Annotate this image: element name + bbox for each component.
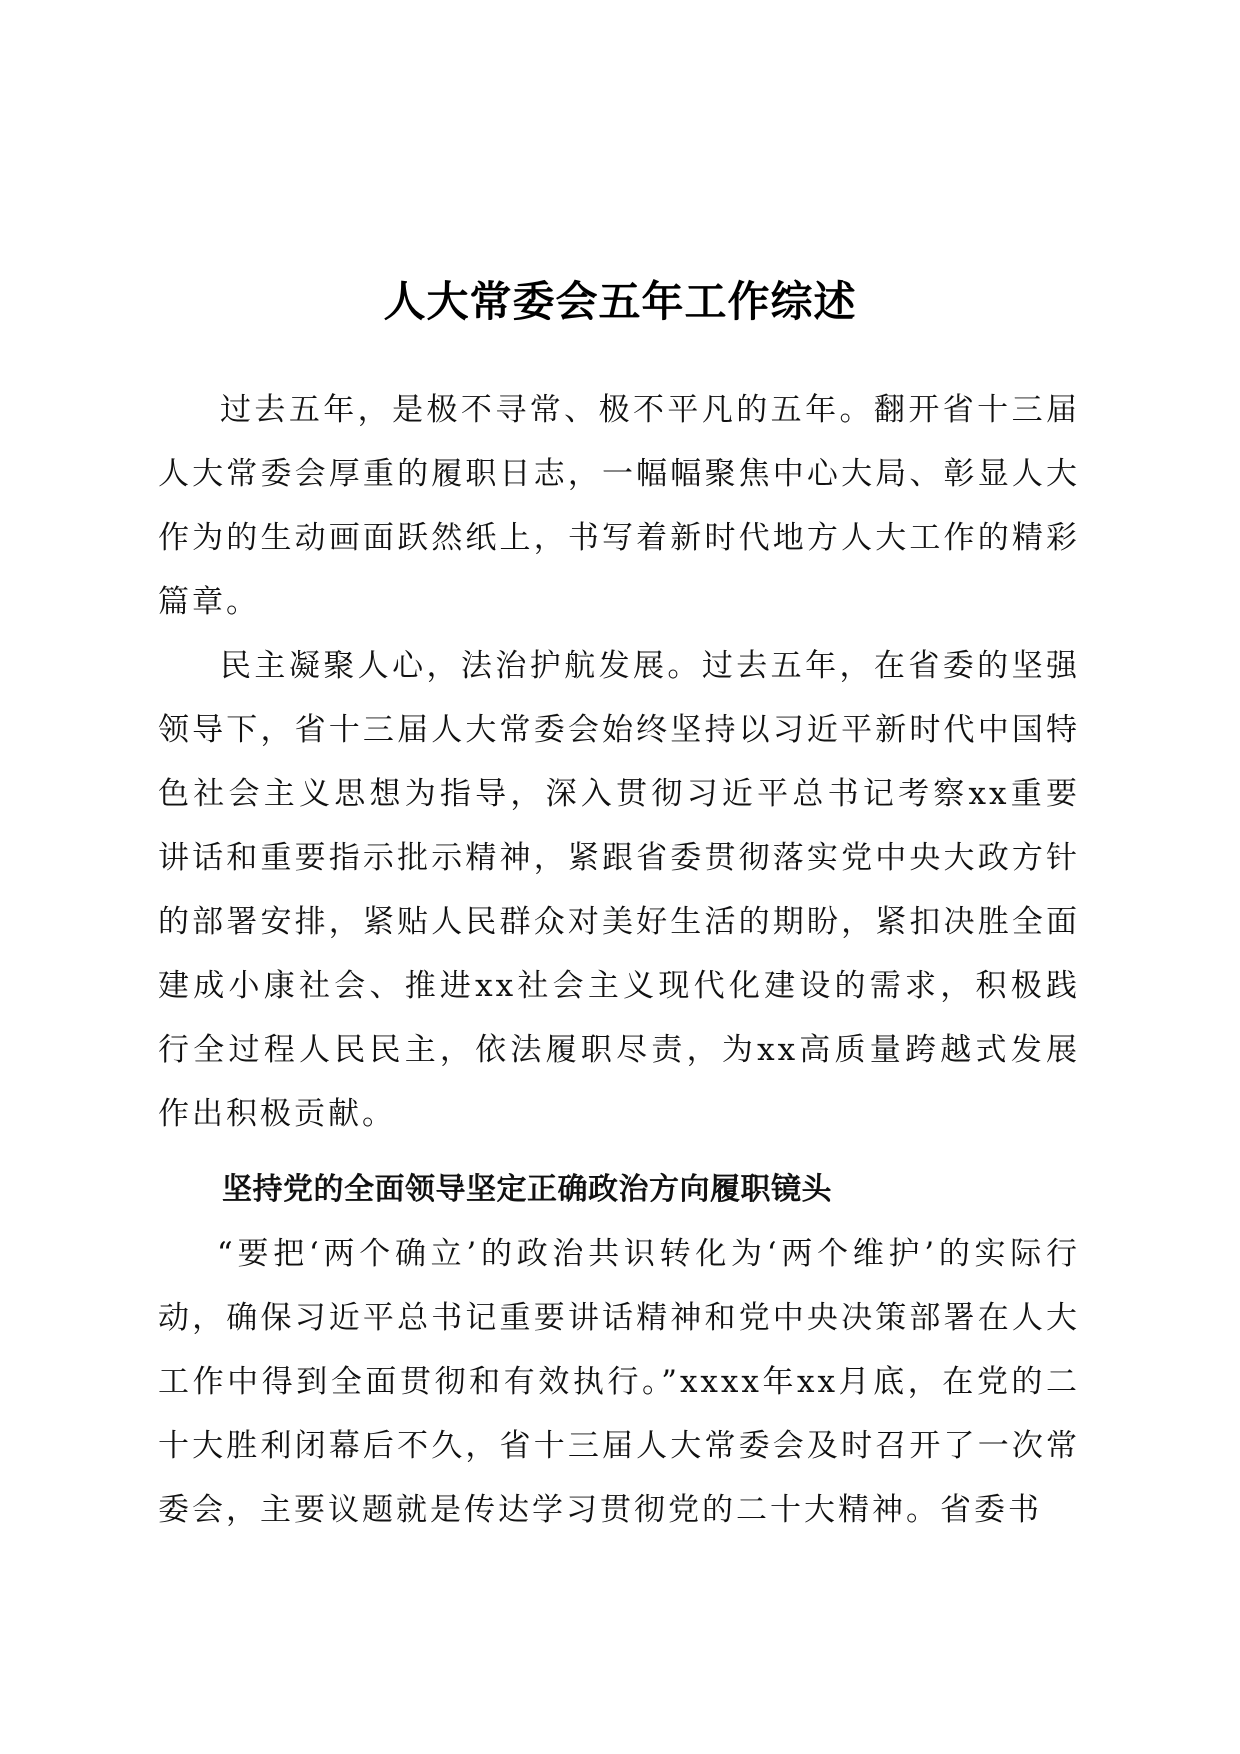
section-paragraph-container [158, 1222, 1080, 1542]
intro-paragraph-container [158, 378, 1080, 634]
document-title: 人大常委会五年工作综述 [383, 277, 857, 327]
paragraph-intro: 过去五年，是极不寻常、极不平凡的五年。翻开省十三届人大常委会厚重的履职日志，一幅幅聚焦中心大局、彰显人大作为的生动画面跃然纸上，书写着新时代地方人大工作的精彩篇章。 [158, 392, 1080, 620]
paragraph-summary: 民主凝聚人心，法治护航发展。过去五年，在省委的坚强领导下，省十三届人大常委会始终坚持以习近平新时代中国特色社会主义思想为指导，深入贯彻习近平总书记考察xx重要讲话和重要指示批示精神，紧跟省委贯彻落实党中央大政方针的部署安排，紧贴人民群众对美好生活的期盼，紧扣决胜全面建成小康社会、推进xx社会主义现代化建设的需求，积极践行全过程人民民主，依法履职尽责，为xx高质量跨越式发展作出积极贡献。 [158, 648, 1080, 1132]
section-heading: 坚持党的全面领导坚定正确政治方向履职镜头 [222, 1172, 832, 1207]
summary-paragraph-container [158, 634, 1080, 1146]
paragraph-section: “要把‘两个确立’的政治共识转化为‘两个维护’的实际行动，确保习近平总书记重要讲话精神和党中央决策部署在人大工作中得到全面贯彻和有效执行。”xxxx年xx月底，在党的二十大胜利闭幕后不久，省十三届人大常委会及时召开了一次常委会，主要议题就是传达学习贯彻党的二十大精神。省委书 [158, 1236, 1080, 1528]
